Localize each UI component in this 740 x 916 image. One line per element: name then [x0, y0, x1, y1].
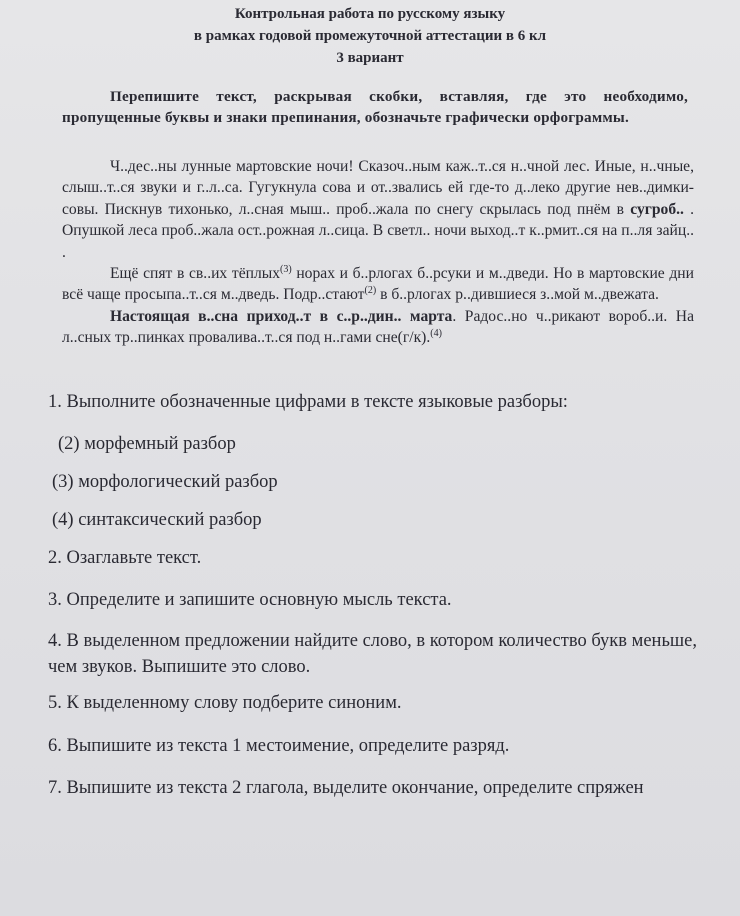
- text-paragraph-3: [62, 306, 694, 349]
- text-fragment: Ч..дес..ны лунные мартовские ночи! Сказоч..ным каж..т..ся н..чной лес. Иные, н..чные, слыш..т..ся звуки и г..л..са. Гугукнула сова и от..звались ей где-то д..леко другие нев..димки-совы. Пискнув тихонько, л..сная мыш.. проб..жала по снегу скрылась под пнём в: [62, 158, 694, 218]
- text-paragraph-2: [62, 263, 694, 306]
- task-subitem: (3) морфологический разбор: [52, 472, 278, 492]
- task-item: 3. Определите и запишите основную мысль текста.: [48, 590, 452, 610]
- task-item: 2. Озаглавьте текст.: [48, 548, 202, 568]
- title-line-2: в рамках годовой промежуточной аттестации в 6 кл: [193, 28, 547, 44]
- exercise-text: [62, 156, 694, 349]
- task-subitem: (2) морфемный разбор: [58, 434, 236, 454]
- highlighted-sentence: Настоящая в..сна приход..т в с..р..дин.. марта: [110, 307, 453, 325]
- highlighted-word: сугроб..: [630, 200, 684, 218]
- footnote-marker-2: (2): [364, 285, 377, 297]
- text-fragment: . Опушкой леса проб..жала ост..рожная л..сица. В светл.. ночи выход..т к..рмит..ся на п..ля зайц.. .: [62, 200, 695, 261]
- title-line-1: Контрольная работа по русскому языку: [234, 6, 506, 22]
- text-fragment: в б..рлогах р..дившиеся з..мой м..двежата.: [376, 286, 659, 304]
- task-item: 6. Выпишите из текста 1 местоимение, определите разряд.: [48, 736, 510, 756]
- variant-label: 3 вариант: [336, 50, 404, 66]
- text-paragraph-1: [62, 156, 694, 263]
- footnote-marker-4: (4): [430, 328, 442, 340]
- task-item: 1. Выполните обозначенные цифрами в тексте языковые разборы:: [48, 392, 568, 412]
- text-fragment: Ещё спят в св..их тёплых: [110, 265, 281, 283]
- text-fragment: норах и б..рлогах б..рсуки и м..дведи. Но в мартовские дни всё чаще просыпа..т..ся м..дведь. Подр..стают: [62, 265, 694, 304]
- task-item: 4. В выделенном предложении найдите слово, в котором количество букв меньше, чем звуков. Выпишите это слово.: [48, 631, 697, 677]
- instruction-text: Перепишите текст, раскрывая скобки, вставляя, где это необходимо, пропущенные буквы и знаки препинания, обозначьте графически орфограммы.: [62, 88, 688, 126]
- text-fragment: . Радос..но ч..рикают вороб..и. На л..сных тр..пинках проваливa..т..ся под н..гами сне(г/к).: [62, 307, 694, 347]
- task-item: 5. К выделенному слову подберите синоним.: [48, 693, 402, 713]
- task-item: 7. Выпишите из текста 2 глагола, выделите окончание, определите спряжен: [48, 778, 644, 798]
- task-subitem: (4) синтаксический разбор: [52, 510, 262, 530]
- footnote-marker-3: (3): [280, 263, 292, 275]
